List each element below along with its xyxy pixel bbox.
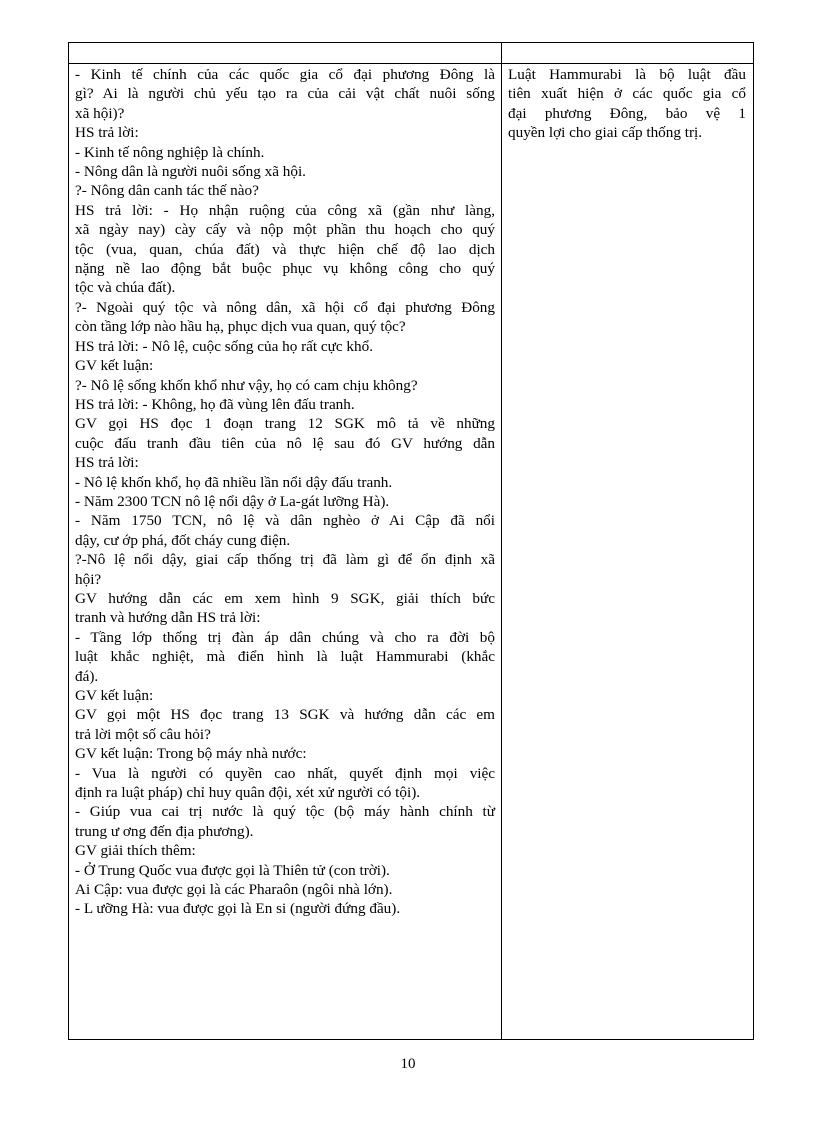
note-line: tiên xuất hiện ở các quốc gia cổ	[508, 85, 746, 103]
lesson-content-column	[508, 65, 746, 143]
text-line: - Nông dân là người nuôi sống xã hội.	[75, 163, 306, 181]
teacher-student-activity-column	[75, 65, 495, 919]
text-line: GV hướng dẫn các em xem hình 9 SGK, giải thích bức	[75, 589, 495, 607]
text-line: đá).	[75, 667, 99, 685]
text-line: tộc và chúa đất).	[75, 279, 176, 297]
text-line: - Năm 1750 TCN, nô lệ và dân nghèo ở Ai Cập đã nổi	[75, 512, 495, 530]
text-line: xã ngày nay) cày cấy và nộp một phần thu hoạch cho quý	[75, 221, 495, 239]
text-line: gì? Ai là người chủ yếu tạo ra của cải vật chất nuôi sống	[75, 85, 495, 103]
text-line: HS trả lời: - Nô lệ, cuộc sống của họ rất cực khổ.	[75, 337, 373, 355]
page-number: 10	[400, 1056, 416, 1072]
column-divider	[501, 43, 502, 1039]
text-line: còn tầng lớp nào hầu hạ, phục dịch vua quan, quý tộc?	[75, 318, 406, 336]
text-line: HS trả lời: - Không, họ đã vùng lên đấu tranh.	[75, 395, 355, 413]
text-line: GV kết luận:	[75, 687, 154, 704]
text-line: trung ư ơng đến địa phương).	[75, 822, 254, 840]
text-line: - Kinh tế nông nghiệp là chính.	[75, 143, 265, 161]
note-line: quyền lợi cho giai cấp thống trị.	[508, 124, 703, 142]
text-line: ?- Nô lệ sống khốn khổ như vậy, họ có cam chịu không?	[75, 376, 418, 394]
text-line: nặng nề lao động bắt buộc phục vụ không công cho quý	[75, 260, 495, 278]
text-line: HS trả lời:	[75, 454, 139, 472]
text-line: hội?	[75, 570, 102, 588]
text-line: - Kinh tế chính của các quốc gia cổ đại phương Đông là	[75, 66, 495, 83]
text-line: xã hội)?	[75, 104, 125, 122]
text-line: HS trả lời: - Họ nhận ruộng của công xã (gần như làng,	[75, 201, 495, 219]
text-line: trả lời một số câu hỏi?	[75, 725, 211, 743]
text-line: HS trả lời:	[75, 124, 139, 142]
note-line: đại phương Đông, bảo vệ 1	[508, 104, 746, 122]
text-line: ?-Nô lệ nổi dậy, giai cấp thống trị đã làm gì để ổn định xã	[75, 551, 495, 569]
text-line: tranh và hướng dẫn HS trả lời:	[75, 609, 261, 627]
text-line: luật khắc nghiệt, mà điển hình là luật Hammurabi (khắc	[75, 648, 495, 666]
text-line: định ra luật pháp) chỉ huy quân đội, xét xử người có tội).	[75, 784, 421, 802]
text-line: - Nô lệ khốn khổ, họ đã nhiều lần nổi dậy đấu tranh.	[75, 473, 393, 491]
text-line: Ai Cập: vua được gọi là các Pharaôn (ngôi nhà lớn).	[75, 881, 393, 899]
text-line: GV gọi HS đọc 1 đoạn trang 12 SGK mô tả về những	[75, 415, 495, 433]
text-line: GV gọi một HS đọc trang 13 SGK và hướng dẫn các em	[75, 706, 495, 724]
note-line: Luật Hammurabi là bộ luật đầu	[508, 66, 746, 83]
text-line: - Vua là người có quyền cao nhất, quyết định mọi việc	[75, 764, 495, 782]
text-line: GV giải thích thêm:	[75, 842, 196, 860]
text-line: GV kết luận: Trong bộ máy nhà nước:	[75, 745, 307, 763]
text-line: tộc (vua, quan, chúa đất) và thực hiện chế độ lao dịch	[75, 240, 495, 258]
text-line: - L ưỡng Hà: vua được gọi là En si (người đứng đầu).	[75, 900, 401, 918]
text-line: - Tầng lớp thống trị đàn áp dân chúng và cho ra đời bộ	[75, 628, 495, 646]
text-line: ?- Nông dân canh tác thế nào?	[75, 182, 259, 200]
text-line: - Ở Trung Quốc vua được gọi là Thiên tử (con trời).	[75, 861, 390, 879]
text-line: ?- Ngoài quý tộc và nông dân, xã hội cổ đại phương Đông	[75, 298, 495, 316]
table-header-row	[69, 43, 753, 64]
text-line: dậy, cư ớp phá, đốt cháy cung điện.	[75, 531, 291, 549]
lesson-table	[68, 42, 754, 1040]
text-line: - Năm 2300 TCN nô lệ nổi dậy ở La-gát lưỡng Hà).	[75, 492, 390, 510]
text-line: cuộc đấu tranh đầu tiên của nô lệ sau đó GV hướng dẫn	[75, 434, 495, 452]
text-line: - Giúp vua cai trị nước là quý tộc (bộ máy hành chính từ	[75, 803, 495, 821]
text-line: GV kết luận:	[75, 357, 154, 375]
